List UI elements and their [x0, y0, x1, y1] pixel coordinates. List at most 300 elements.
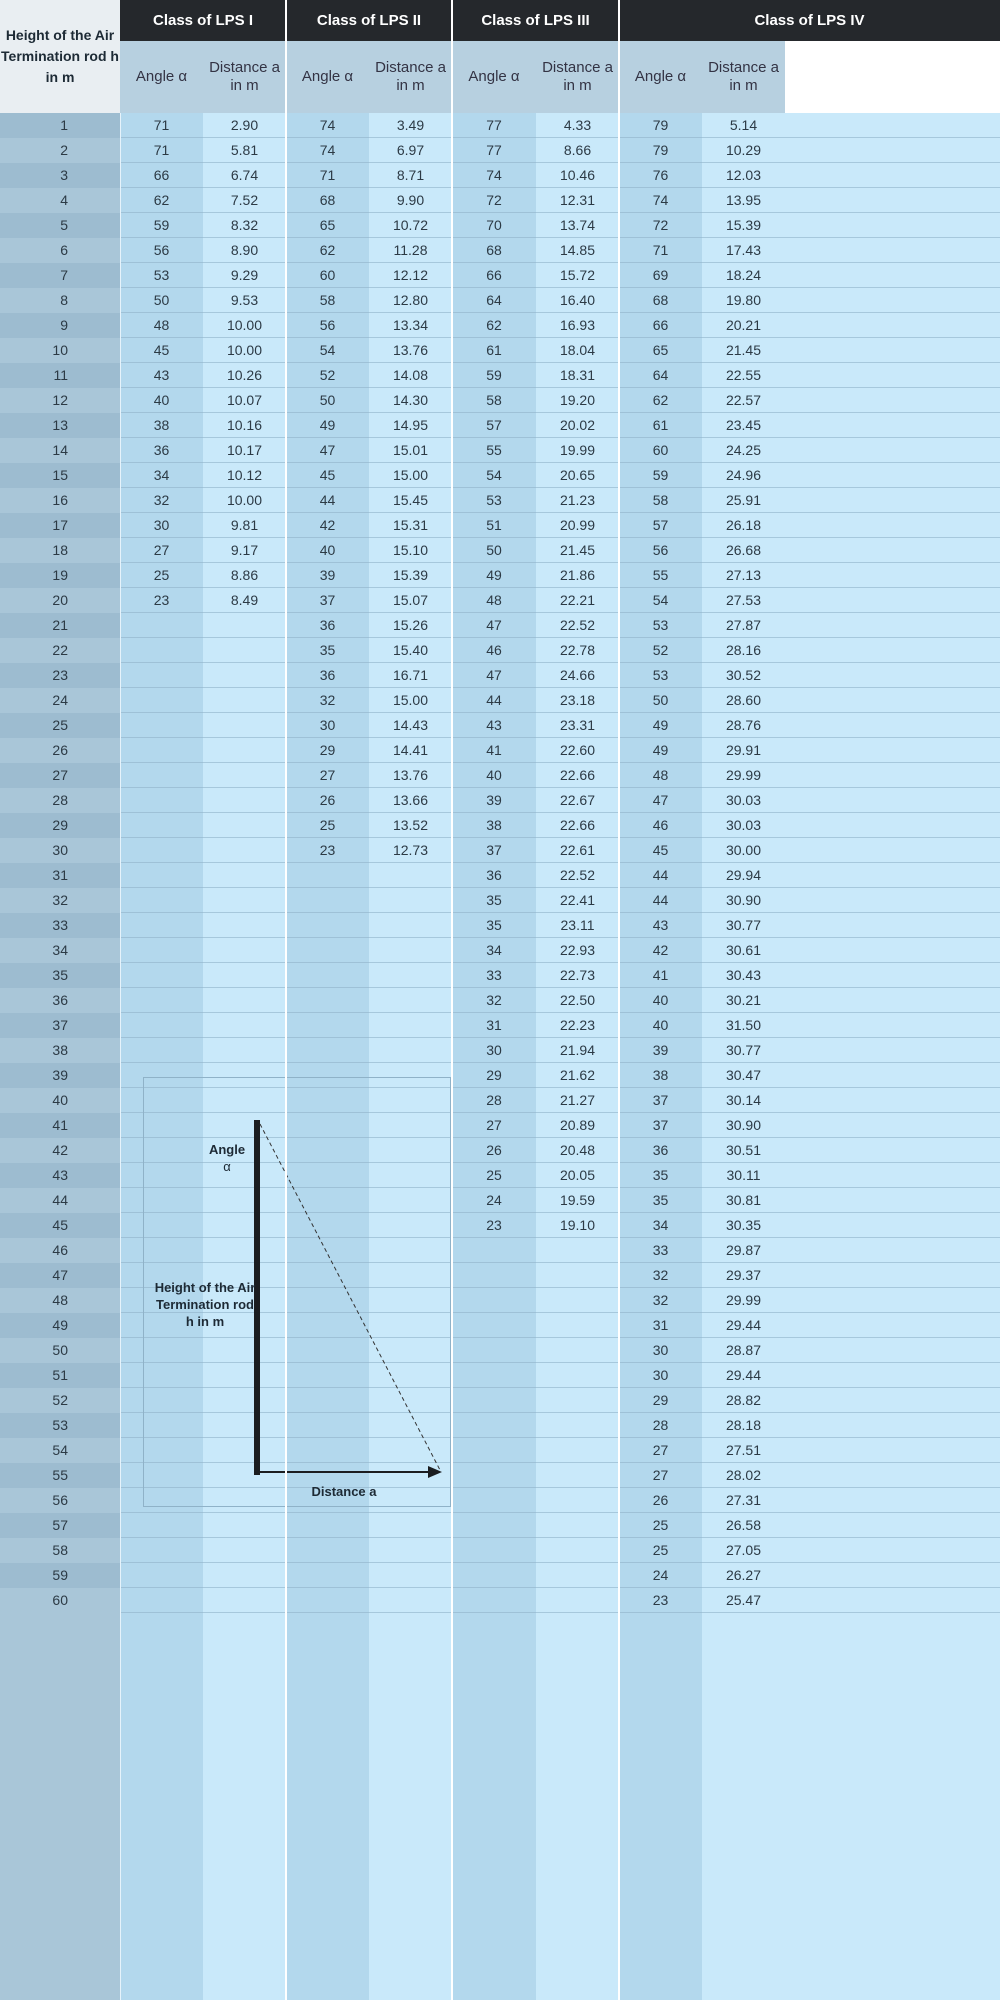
class1-angle-cell — [120, 738, 203, 763]
class1-angle-cell: 27 — [153, 542, 170, 558]
class1-angle-cell: 66 — [153, 167, 170, 183]
class3-distance-cell: 16.40 — [559, 292, 596, 308]
table-row — [0, 863, 1000, 888]
class3-distance-cell: 22.66 — [559, 817, 596, 833]
class4-distance-cell: 30.03 — [725, 817, 762, 833]
height-cell: 59 — [52, 1567, 68, 1583]
height-cell: 22 — [52, 642, 68, 658]
table-row — [0, 138, 1000, 163]
class1-angle-cell — [120, 888, 203, 913]
class1-angle-cell: 36 — [153, 442, 170, 458]
class3-angle-cell: 34 — [486, 942, 502, 958]
height-cell: 5 — [60, 217, 68, 233]
class4-distance-cell: 5.14 — [729, 117, 758, 133]
class3-distance-cell — [536, 1538, 619, 1563]
class2-distance-cell: 15.45 — [392, 492, 429, 508]
class2-distance-cell: 14.30 — [392, 392, 429, 408]
table-row — [0, 163, 1000, 188]
height-cell: 8 — [60, 292, 68, 308]
class2-angle-cell: 37 — [319, 592, 336, 608]
class4-angle-cell: 72 — [652, 217, 669, 233]
class3-angle-cell: 49 — [486, 567, 502, 583]
class2-angle-cell: 44 — [319, 492, 336, 508]
class3-angle-cell: 41 — [486, 742, 502, 758]
height-cell: 7 — [60, 267, 68, 283]
height-cell: 2 — [60, 142, 68, 158]
class1-distance-cell — [203, 1588, 286, 1613]
class1-angle-cell: 71 — [153, 142, 170, 158]
class4-distance-cell: 30.77 — [725, 917, 762, 933]
class4-distance-cell: 30.11 — [726, 1167, 761, 1183]
class2-angle-cell: 40 — [319, 542, 336, 558]
class3-angle-cell — [452, 1288, 536, 1313]
class4-distance-cell: 30.03 — [725, 792, 762, 808]
table-row — [0, 238, 1000, 263]
class2-distance-cell: 15.00 — [392, 692, 429, 708]
class4-distance-cell: 26.58 — [725, 1517, 762, 1533]
class4-distance-cell: 30.90 — [725, 892, 762, 908]
class3-angle-cell: 77 — [486, 117, 502, 133]
class2-distance-cell: 10.72 — [392, 217, 429, 233]
class4-angle-cell: 61 — [652, 417, 669, 433]
table-row — [0, 363, 1000, 388]
class3-angle-cell: 35 — [486, 892, 502, 908]
class4-distance-cell: 12.03 — [725, 167, 762, 183]
height-cell: 53 — [52, 1417, 68, 1433]
table-row — [0, 338, 1000, 363]
class3-angle-header: Angle α — [452, 41, 536, 113]
diagram-alpha-symbol: α — [223, 1159, 231, 1174]
class4-distance-cell: 30.52 — [725, 667, 762, 683]
class4-distance-cell: 31.50 — [725, 1017, 762, 1033]
class4-angle-cell: 41 — [652, 967, 669, 983]
diagram-angle-label: Angle — [208, 1142, 246, 1157]
class2-angle-cell: 47 — [319, 442, 336, 458]
class4-angle-cell: 35 — [652, 1167, 669, 1183]
class4-angle-cell: 25 — [652, 1517, 669, 1533]
class3-angle-cell: 33 — [486, 967, 502, 983]
class3-angle-cell: 72 — [486, 192, 502, 208]
class2-distance-cell: 12.73 — [392, 842, 429, 858]
class4-angle-cell: 49 — [652, 742, 669, 758]
table-row — [0, 413, 1000, 438]
height-cell: 32 — [52, 892, 68, 908]
class1-angle-cell — [120, 838, 203, 863]
class4-angle-cell: 79 — [652, 142, 669, 158]
class4-angle-cell: 53 — [652, 617, 669, 633]
class3-angle-cell: 74 — [486, 167, 502, 183]
class1-distance-cell: 8.49 — [230, 592, 259, 608]
class4-distance-cell: 30.14 — [725, 1092, 762, 1108]
class2-angle-cell — [286, 863, 369, 888]
class3-distance-cell: 14.85 — [559, 242, 596, 258]
height-cell: 43 — [52, 1167, 68, 1183]
class1-angle-cell — [120, 688, 203, 713]
table-row — [0, 488, 1000, 513]
height-cell: 44 — [52, 1192, 68, 1208]
height-cell: 23 — [52, 667, 68, 683]
height-cell: 48 — [52, 1292, 68, 1308]
table-row — [0, 288, 1000, 313]
class2-distance-cell: 12.12 — [392, 267, 429, 283]
height-cell: 37 — [52, 1017, 68, 1033]
class2-angle-cell: 68 — [319, 192, 336, 208]
class3-distance-cell: 21.27 — [559, 1092, 596, 1108]
class1-angle-cell: 40 — [153, 392, 170, 408]
class2-distance-cell: 15.40 — [392, 642, 429, 658]
class4-angle-cell: 28 — [652, 1417, 669, 1433]
class3-angle-cell — [452, 1313, 536, 1338]
class4-angle-cell: 49 — [652, 717, 669, 733]
class4-angle-cell: 44 — [652, 892, 669, 908]
height-cell: 13 — [52, 417, 68, 433]
class3-distance-cell — [536, 1438, 619, 1463]
table-row — [0, 1013, 1000, 1038]
class2-distance-cell — [369, 1563, 452, 1588]
class1-distance-cell: 2.90 — [230, 117, 259, 133]
col-separator — [285, 0, 287, 2000]
table-row — [0, 113, 1000, 138]
class4-distance-cell: 15.39 — [725, 217, 762, 233]
class3-angle-cell: 66 — [486, 267, 502, 283]
class2-distance-cell — [369, 913, 452, 938]
table-row — [0, 313, 1000, 338]
class1-distance-cell — [203, 913, 286, 938]
class4-angle-cell: 66 — [652, 317, 669, 333]
height-cell: 20 — [52, 592, 68, 608]
class3-distance-cell: 22.78 — [559, 642, 596, 658]
class1-angle-cell: 62 — [153, 192, 170, 208]
class4-distance-cell: 28.02 — [725, 1467, 762, 1483]
class3-angle-cell — [452, 1238, 536, 1263]
class3-distance-header: Distance a in m — [536, 41, 619, 113]
class1-angle-cell — [120, 813, 203, 838]
class4-angle-header: Angle α — [619, 41, 702, 113]
class2-distance-cell — [369, 1588, 452, 1613]
class1-distance-cell — [203, 1563, 286, 1588]
class3-distance-cell: 18.31 — [559, 367, 596, 383]
table-row — [0, 763, 1000, 788]
height-cell: 26 — [52, 742, 68, 758]
class3-distance-cell: 22.93 — [559, 942, 596, 958]
class1-distance-cell — [203, 613, 286, 638]
class3-distance-cell: 22.41 — [559, 892, 596, 908]
class4-distance-cell: 26.68 — [725, 542, 762, 558]
class3-distance-cell: 22.50 — [559, 992, 596, 1008]
class3-angle-cell: 48 — [486, 592, 502, 608]
table-row — [0, 838, 1000, 863]
class3-angle-cell: 29 — [486, 1067, 502, 1083]
class1-angle-cell: 32 — [153, 492, 170, 508]
class2-angle-cell — [286, 1013, 369, 1038]
class2-distance-cell: 9.90 — [396, 192, 425, 208]
height-cell: 40 — [52, 1092, 68, 1108]
class1-angle-cell — [120, 713, 203, 738]
class2-angle-cell — [286, 1538, 369, 1563]
class3-distance-cell: 23.11 — [560, 917, 595, 933]
class4-angle-cell: 54 — [652, 592, 669, 608]
class2-angle-cell: 39 — [319, 567, 336, 583]
height-cell: 17 — [52, 517, 68, 533]
height-cell: 4 — [60, 192, 68, 208]
table-row — [0, 988, 1000, 1013]
class4-angle-cell: 32 — [652, 1267, 669, 1283]
class2-distance-cell: 12.80 — [392, 292, 429, 308]
class1-angle-cell — [120, 1588, 203, 1613]
class2-distance-cell — [369, 963, 452, 988]
class3-angle-cell: 68 — [486, 242, 502, 258]
class2-angle-cell — [286, 988, 369, 1013]
class4-distance-cell: 29.99 — [725, 767, 762, 783]
class2-distance-cell: 15.01 — [392, 442, 429, 458]
height-cell: 33 — [52, 917, 68, 933]
class4-angle-cell: 44 — [652, 867, 669, 883]
height-cell: 46 — [52, 1242, 68, 1258]
class1-distance-cell: 8.90 — [230, 242, 259, 258]
class2-distance-cell: 15.31 — [392, 517, 429, 533]
class3-distance-cell: 22.60 — [559, 742, 596, 758]
class4-angle-cell: 30 — [652, 1367, 669, 1383]
class1-distance-cell: 9.81 — [230, 517, 259, 533]
class4-distance-cell: 18.24 — [725, 267, 762, 283]
class3-angle-cell — [452, 1413, 536, 1438]
class3-distance-cell — [536, 1338, 619, 1363]
class2-angle-cell: 36 — [319, 617, 336, 633]
class3-distance-cell — [536, 1238, 619, 1263]
class1-distance-cell: 6.74 — [230, 167, 259, 183]
class1-angle-cell — [120, 1013, 203, 1038]
class1-angle-cell — [120, 763, 203, 788]
class3-distance-cell: 21.23 — [559, 492, 596, 508]
class2-angle-cell: 49 — [319, 417, 336, 433]
class2-angle-cell: 71 — [319, 167, 336, 183]
class2-distance-cell: 13.66 — [392, 792, 429, 808]
height-cell: 3 — [60, 167, 68, 183]
class1-distance-cell — [203, 738, 286, 763]
class3-distance-cell: 16.93 — [559, 317, 596, 333]
class3-angle-cell: 27 — [486, 1117, 502, 1133]
class3-distance-cell: 22.66 — [559, 767, 596, 783]
table-row — [0, 463, 1000, 488]
class1-distance-cell: 8.32 — [230, 217, 259, 233]
class1-angle-cell — [120, 988, 203, 1013]
class2-distance-cell — [369, 863, 452, 888]
height-cell: 58 — [52, 1542, 68, 1558]
height-cell: 29 — [52, 817, 68, 833]
class3-angle-cell: 44 — [486, 692, 502, 708]
protection-angle-diagram — [143, 1077, 451, 1507]
class4-distance-cell: 27.87 — [725, 617, 762, 633]
class3-distance-cell: 13.74 — [559, 217, 596, 233]
class3-distance-cell: 24.66 — [559, 667, 596, 683]
class1-distance-header: Distance a in m — [203, 41, 286, 113]
class4-angle-cell: 56 — [652, 542, 669, 558]
class1-distance-cell — [203, 1013, 286, 1038]
height-cell: 55 — [52, 1467, 68, 1483]
table-row — [0, 188, 1000, 213]
class2-angle-cell: 52 — [319, 367, 336, 383]
row-divider — [120, 1612, 1000, 1613]
table-row — [0, 613, 1000, 638]
class4-distance-cell: 25.47 — [725, 1592, 762, 1608]
class4-distance-cell: 10.29 — [725, 142, 762, 158]
class-lps-4-header: Class of LPS IV — [619, 0, 1000, 41]
class3-distance-cell: 21.62 — [559, 1067, 596, 1083]
class3-angle-cell: 43 — [486, 717, 502, 733]
class2-angle-cell: 45 — [319, 467, 336, 483]
class2-distance-cell: 8.71 — [396, 167, 425, 183]
class3-distance-cell — [536, 1263, 619, 1288]
class4-distance-cell: 30.81 — [725, 1192, 762, 1208]
table-row — [0, 588, 1000, 613]
diagram-height-label: Height of the Air Termination rod h in m — [154, 1280, 256, 1329]
class1-angle-cell — [120, 1513, 203, 1538]
class3-distance-cell: 8.66 — [563, 142, 592, 158]
class3-distance-cell: 20.02 — [559, 417, 596, 433]
class1-distance-cell: 10.26 — [226, 367, 263, 383]
class1-angle-cell: 50 — [153, 292, 170, 308]
class2-angle-cell: 56 — [319, 317, 336, 333]
class1-angle-cell: 25 — [153, 567, 170, 583]
class3-angle-cell — [452, 1263, 536, 1288]
class4-angle-cell: 60 — [652, 442, 669, 458]
class2-distance-cell: 14.08 — [392, 367, 429, 383]
class4-angle-cell: 47 — [652, 792, 669, 808]
class1-angle-cell — [120, 913, 203, 938]
class3-angle-cell: 32 — [486, 992, 502, 1008]
class2-angle-cell: 74 — [319, 142, 336, 158]
class3-angle-cell: 47 — [486, 617, 502, 633]
class4-distance-cell: 24.96 — [725, 467, 762, 483]
class3-distance-cell: 10.46 — [559, 167, 596, 183]
class3-angle-cell: 55 — [486, 442, 502, 458]
class2-angle-cell: 25 — [319, 817, 336, 833]
table-row — [0, 638, 1000, 663]
col-separator — [618, 0, 620, 2000]
class3-angle-cell — [452, 1488, 536, 1513]
table-row — [0, 438, 1000, 463]
table-row — [0, 663, 1000, 688]
class2-distance-cell — [369, 1513, 452, 1538]
class4-distance-cell: 28.18 — [725, 1417, 762, 1433]
class2-distance-cell: 15.10 — [392, 542, 429, 558]
class4-distance-cell: 29.44 — [725, 1367, 762, 1383]
height-cell: 39 — [52, 1067, 68, 1083]
class2-distance-cell: 14.43 — [392, 717, 429, 733]
class2-angle-cell: 65 — [319, 217, 336, 233]
class4-distance-cell: 23.45 — [725, 417, 762, 433]
class1-distance-cell: 10.00 — [226, 317, 263, 333]
class1-distance-cell — [203, 888, 286, 913]
class4-angle-cell: 32 — [652, 1292, 669, 1308]
class4-distance-cell: 17.43 — [725, 242, 762, 258]
table-row — [0, 1538, 1000, 1563]
class4-distance-cell: 28.60 — [725, 692, 762, 708]
class3-angle-cell: 77 — [486, 142, 502, 158]
class3-distance-cell: 22.52 — [559, 867, 596, 883]
class4-angle-cell: 25 — [652, 1542, 669, 1558]
class1-angle-cell: 53 — [153, 267, 170, 283]
class4-angle-cell: 23 — [652, 1592, 669, 1608]
height-cell: 35 — [52, 967, 68, 983]
class1-distance-cell — [203, 963, 286, 988]
class4-angle-cell: 45 — [652, 842, 669, 858]
class2-distance-cell: 16.71 — [392, 667, 429, 683]
class2-angle-cell: 27 — [319, 767, 336, 783]
class1-distance-cell: 10.16 — [226, 417, 263, 433]
class3-angle-cell — [452, 1338, 536, 1363]
class2-distance-cell: 14.95 — [392, 417, 429, 433]
class3-distance-cell — [536, 1313, 619, 1338]
height-cell: 34 — [52, 942, 68, 958]
height-cell: 16 — [52, 492, 68, 508]
class1-distance-cell — [203, 788, 286, 813]
class1-distance-cell — [203, 663, 286, 688]
class2-distance-cell: 14.41 — [392, 742, 429, 758]
class3-distance-cell — [536, 1388, 619, 1413]
height-cell: 60 — [52, 1592, 68, 1608]
height-cell: 15 — [52, 467, 68, 483]
class4-distance-cell: 30.47 — [725, 1067, 762, 1083]
table-row — [0, 213, 1000, 238]
class1-distance-cell — [203, 638, 286, 663]
class1-distance-cell: 5.81 — [230, 142, 259, 158]
table-row — [0, 563, 1000, 588]
class4-distance-cell: 25.91 — [725, 492, 762, 508]
height-cell: 41 — [52, 1117, 68, 1133]
class1-angle-cell: 71 — [153, 117, 170, 133]
class4-angle-cell: 31 — [652, 1317, 669, 1333]
height-cell: 9 — [60, 317, 68, 333]
class2-angle-cell: 54 — [319, 342, 336, 358]
table-row — [0, 788, 1000, 813]
class2-distance-cell: 13.34 — [392, 317, 429, 333]
class3-distance-cell: 4.33 — [563, 117, 592, 133]
class4-distance-cell: 26.27 — [725, 1567, 762, 1583]
class1-distance-cell — [203, 863, 286, 888]
class3-angle-cell — [452, 1538, 536, 1563]
class4-angle-cell: 35 — [652, 1192, 669, 1208]
height-cell: 25 — [52, 717, 68, 733]
class4-distance-cell: 30.21 — [725, 992, 762, 1008]
class2-distance-cell — [369, 1038, 452, 1063]
class3-distance-cell: 23.18 — [559, 692, 596, 708]
class4-angle-cell: 58 — [652, 492, 669, 508]
class4-angle-cell: 76 — [652, 167, 669, 183]
class4-angle-cell: 36 — [652, 1142, 669, 1158]
class-lps-2-header: Class of LPS II — [286, 0, 452, 41]
height-column-header: Height of the Air Termination rod h in m — [0, 0, 120, 113]
class4-distance-cell: 30.43 — [725, 967, 762, 983]
class4-angle-cell: 69 — [652, 267, 669, 283]
class2-distance-header: Distance a in m — [369, 41, 452, 113]
class3-distance-cell — [536, 1513, 619, 1538]
height-cell: 24 — [52, 692, 68, 708]
class3-distance-cell — [536, 1563, 619, 1588]
class3-distance-cell: 20.65 — [559, 467, 596, 483]
class4-angle-cell: 37 — [652, 1092, 669, 1108]
class1-distance-cell — [203, 688, 286, 713]
class4-angle-cell: 43 — [652, 917, 669, 933]
class4-angle-cell: 64 — [652, 367, 669, 383]
table-row — [0, 738, 1000, 763]
class1-angle-cell — [120, 613, 203, 638]
class1-angle-cell — [120, 1538, 203, 1563]
class1-angle-cell: 56 — [153, 242, 170, 258]
height-cell: 47 — [52, 1267, 68, 1283]
class2-angle-cell: 23 — [319, 842, 336, 858]
class4-angle-cell: 24 — [652, 1567, 669, 1583]
